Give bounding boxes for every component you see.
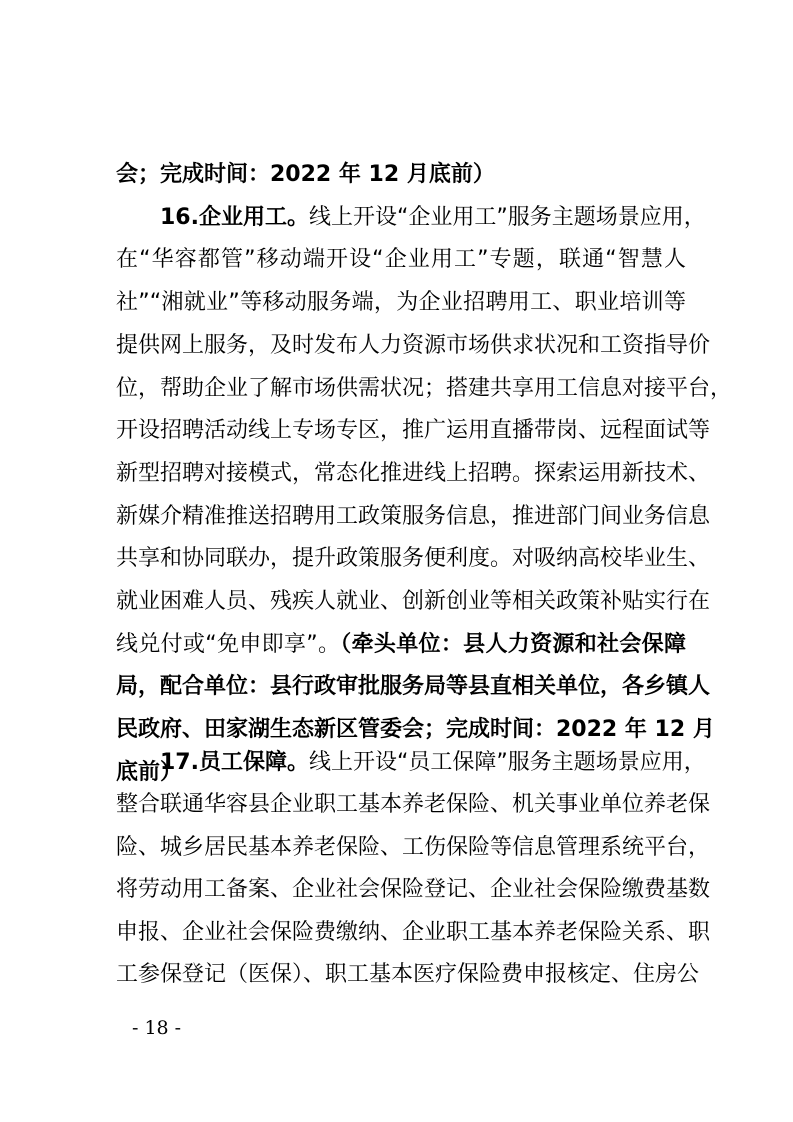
text-segment: 线兑付或“免申即享”。 [116,631,341,657]
text-segment: 将劳动用工备案、企业社会保险登记、企业社会保险缴费基数 [116,877,711,902]
text-line-18 [116,835,711,861]
text-line-17 [116,792,711,818]
text-segment: 线上开设“员工保障”服务主题场景应用， [308,750,706,775]
responsible-unit-note: （牵头单位：县人力资源和社会保障 [340,631,686,657]
text-segment: 就业困难人员、残疾人就业、创新创业等相关政策补贴实行在 [116,589,711,614]
text-line-21 [116,962,700,988]
text-segment: 线上开设“企业用工”服务主题场景应用， [308,204,706,230]
page-number: - 18 - [132,1017,182,1039]
text-segment: 会；完成时间：2022 年 12 月底前） [116,162,495,187]
section-heading-16: 16.企业用工。 [160,204,309,230]
text-line-11 [116,589,711,615]
text-line-2 [160,204,706,231]
text-line-20 [116,920,711,946]
text-line-6 [116,375,733,402]
text-line-12 [116,632,686,658]
text-segment: 底前） [116,759,183,785]
text-line-1 [116,162,686,188]
text-line-4 [116,290,686,316]
text-segment: 新型招聘对接模式，常态化推进线上招聘。探索运用新技术、 [116,460,711,486]
text-line-13 [116,674,711,700]
text-line-3 [116,247,686,273]
text-segment: 在“华容都管”移动端开设“企业用工”专题，联通“智慧人 [116,247,686,273]
text-segment: 申报、企业社会保险费缴纳、企业职工基本养老保险关系、职 [116,920,711,945]
text-segment: 民政府、田家湖生态新区管委会；完成时间：2022 年 12 月 [116,717,715,743]
text-line-16 [160,750,706,776]
text-segment: 整合联通华容县企业职工基本养老保险、机关事业单位养老保 [116,792,711,817]
text-segment: 新媒介精准推送招聘用工政策服务信息，推进部门间业务信息 [116,503,711,529]
text-line-10 [116,546,711,572]
text-segment: 社”“湘就业”等移动服务端，为企业招聘用工、职业培训等 [116,290,686,316]
text-segment: 局，配合单位：县行政审批服务局等县直相关单位，各乡镇人 [116,674,711,700]
section-heading-17: 17.员工保障。 [160,750,309,775]
text-segment: 位，帮助企业了解市场供需状况；搭建共享用工信息对接平台， [116,375,733,401]
text-segment: 险、城乡居民基本养老保险、工伤保险等信息管理系统平台， [116,835,711,860]
text-segment: 工参保登记（医保）、职工基本医疗保险费申报核定、住房公 [116,962,700,987]
text-line-14 [116,717,715,743]
text-line-19 [116,877,711,903]
text-segment: 提供网上服务，及时发布人力资源市场供求状况和工资指导价 [116,332,711,358]
text-line-9 [116,503,711,530]
text-segment: 开设招聘活动线上专场专区，推广运用直播带岗、远程面试等 [116,418,711,444]
text-segment: 共享和协同联办，提升政策服务便利度。对吸纳高校毕业生、 [116,546,711,572]
text-line-7 [116,418,711,444]
text-line-5 [116,332,711,359]
text-line-8 [116,460,711,487]
